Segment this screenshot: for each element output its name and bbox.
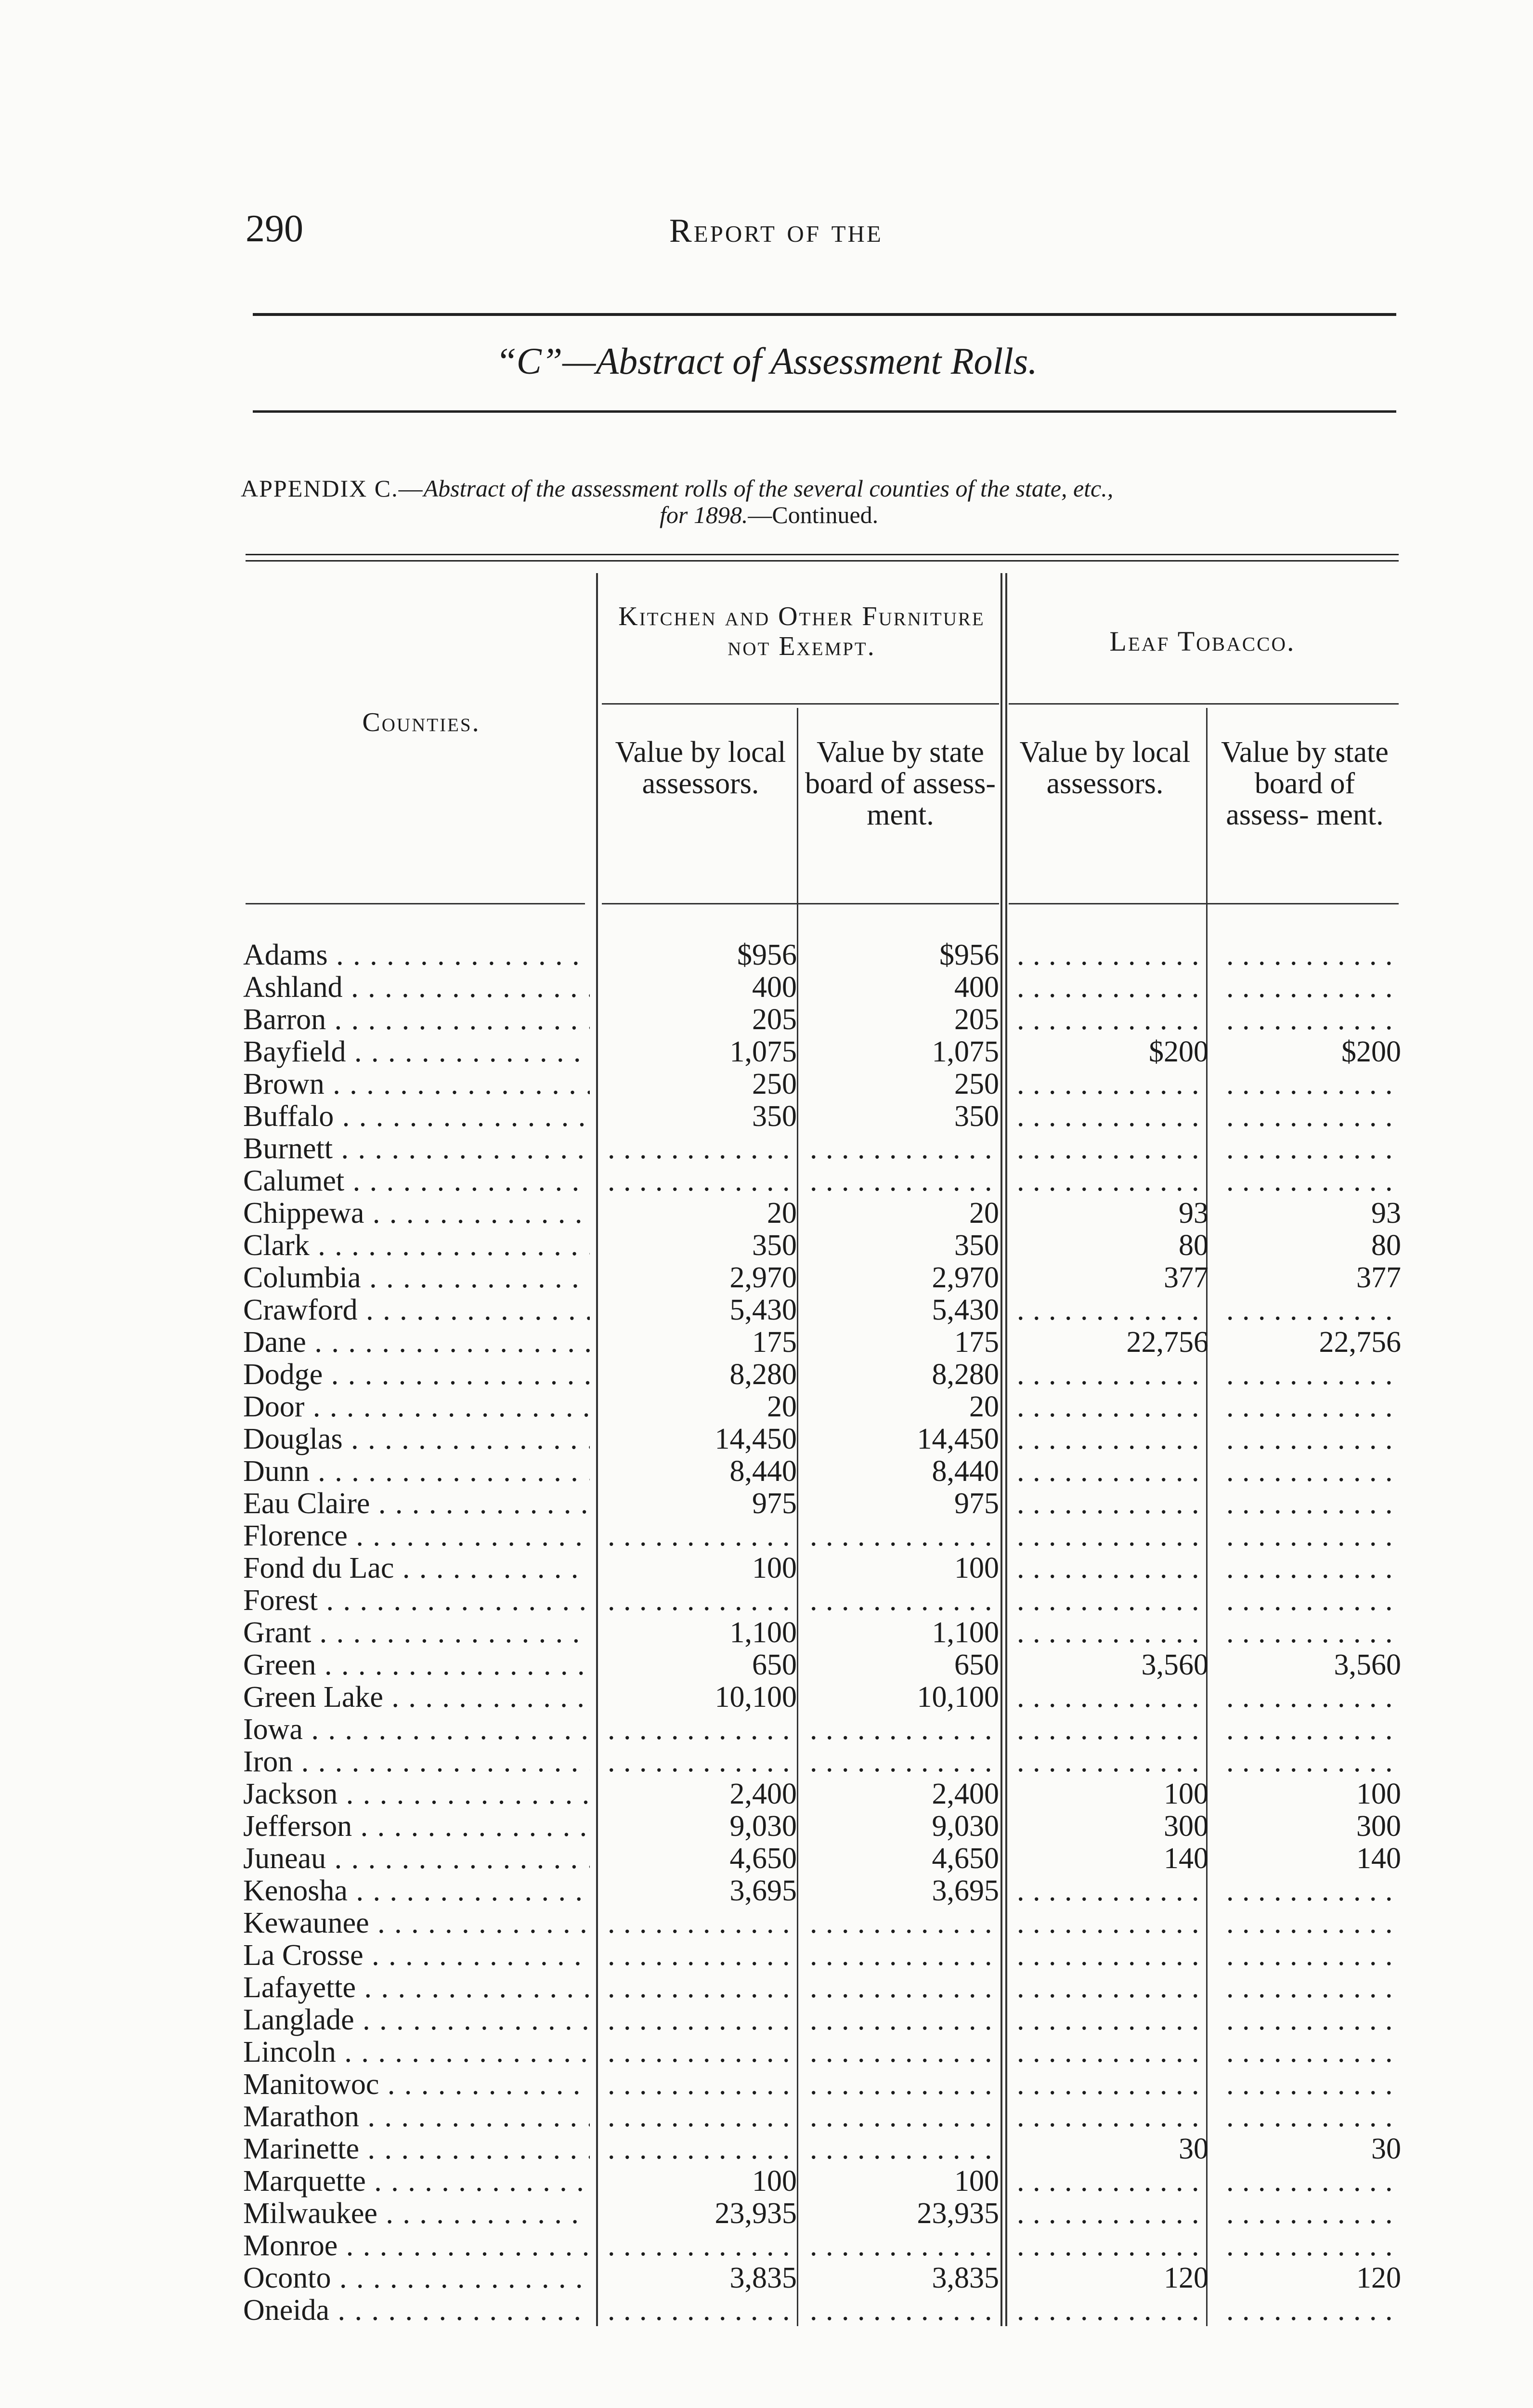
tobacco-group-rule: [1009, 703, 1399, 705]
county-name: Douglas . . .: [243, 1423, 590, 1455]
tobacco-state-cell: [1221, 1068, 1401, 1100]
table-row: [243, 1068, 1401, 1100]
kitchen-state-cell: 1,075: [932, 1035, 999, 1068]
tobacco-local-cell: [1011, 2230, 1208, 2262]
kitchen-local-cell: [602, 2230, 797, 2262]
kitchen-state-cell: 14,450: [917, 1423, 999, 1455]
appendix-caption: [241, 474, 1113, 502]
county-name: Kewaunee . . .: [243, 1907, 590, 1939]
assessment-table-body: [243, 939, 1401, 2327]
table-row: [243, 1972, 1401, 2004]
county-name: Calumet . . .: [243, 1165, 590, 1197]
kitchen-local-cell: [602, 1972, 797, 2004]
kitchen-local-cell: 350: [752, 1229, 797, 1262]
county-name: Dodge . . .: [243, 1359, 590, 1391]
kitchen-local-cell: [602, 1584, 797, 1617]
kitchen-state-cell: [804, 2230, 999, 2262]
table-row: [243, 1423, 1401, 1455]
tobacco-local-cell: [1011, 1004, 1208, 1036]
table-row: [243, 2294, 1401, 2327]
kitchen-state-cell: 8,280: [932, 1358, 999, 1391]
tobacco-state-cell: 300: [1356, 1810, 1401, 1843]
kitchen-local-cell: [602, 2004, 797, 2036]
county-name: Juneau . . .: [243, 1843, 590, 1875]
tobacco-local-cell: [1011, 1552, 1208, 1584]
kitchen-state-cell: 8,440: [932, 1455, 999, 1488]
table-row: [243, 2262, 1401, 2294]
tobacco-local-cell: [1011, 2036, 1208, 2068]
table-row: [243, 1100, 1401, 1133]
kitchen-local-cell: 2,970: [729, 1261, 797, 1294]
kitchen-local-cell: [602, 1714, 797, 1746]
tobacco-state-cell: [1221, 1488, 1401, 1520]
tobacco-local-cell: [1011, 1939, 1208, 1972]
kitchen-state-cell: 350: [954, 1229, 999, 1262]
kitchen-state-cell: [804, 2004, 999, 2036]
kitchen-local-cell: 2,400: [729, 1778, 797, 1810]
table-row: [243, 1294, 1401, 1326]
header-bottom-rule-counties: [246, 903, 585, 904]
table-row: [243, 1326, 1401, 1359]
table-row: [243, 939, 1401, 971]
county-name: Iowa . . .: [243, 1714, 590, 1746]
running-head: Report of the: [669, 212, 883, 249]
kitchen-local-cell: 5,430: [729, 1294, 797, 1326]
kitchen-state-cell: [804, 1939, 999, 1972]
kitchen-local-cell: 250: [752, 1068, 797, 1100]
tobacco-local-cell: [1011, 1875, 1208, 1907]
county-name: Burnett . . .: [243, 1133, 590, 1165]
kitchen-local-cell: 100: [752, 2165, 797, 2198]
tobacco-local-cell: [1011, 1165, 1208, 1197]
county-name: Buffalo . . .: [243, 1100, 590, 1133]
tobacco-local-cell: [1011, 1455, 1208, 1488]
county-name: Monroe . . .: [243, 2230, 590, 2262]
tobacco-state-cell: [1221, 1520, 1401, 1552]
tobacco-state-cell: [1221, 1391, 1401, 1423]
tobacco-local-cell: [1011, 2294, 1208, 2327]
kitchen-local-cell: 3,835: [729, 2262, 797, 2294]
table-row: [243, 971, 1401, 1004]
county-name: Milwaukee . . .: [243, 2198, 590, 2230]
kitchen-local-cell: [602, 1907, 797, 1939]
tobacco-state-cell: 22,756: [1319, 1326, 1401, 1359]
tobacco-state-cell: [1221, 1907, 1401, 1939]
table-row: [243, 1262, 1401, 1294]
kitchen-state-cell: 4,650: [932, 1842, 999, 1875]
kitchen-state-cell: 3,835: [932, 2262, 999, 2294]
tobacco-state-cell: [1221, 2198, 1401, 2230]
kitchen-local-cell: 400: [752, 971, 797, 1004]
county-name: Eau Claire . . .: [243, 1488, 590, 1520]
kitchen-state-cell: 1,100: [932, 1616, 999, 1649]
kitchen-local-subheader: Value by local assessors.: [615, 736, 786, 800]
tobacco-state-cell: 377: [1356, 1261, 1401, 1294]
kitchen-state-cell: [804, 1584, 999, 1617]
county-name: Dane . . .: [243, 1326, 590, 1359]
county-name: Crawford . . .: [243, 1294, 590, 1326]
county-name: Dunn . . .: [243, 1455, 590, 1488]
kitchen-state-subheader: Value by state board of assess- ment.: [805, 736, 996, 832]
county-name: Jefferson . . .: [243, 1810, 590, 1843]
table-top-rule: [246, 554, 1399, 555]
tobacco-state-cell: [1221, 1455, 1401, 1488]
county-name: Brown . . .: [243, 1068, 590, 1100]
appendix-description: Abstract of the assessment rolls of the several counties of the state, etc.,: [423, 475, 1114, 502]
tobacco-local-cell: 120: [1164, 2262, 1208, 2294]
tobacco-state-cell: [1221, 1552, 1401, 1584]
tobacco-local-cell: [1011, 1746, 1208, 1778]
tobacco-state-cell: [1221, 2230, 1401, 2262]
table-row: [243, 1907, 1401, 1939]
header-bottom-rule-kitchen: [602, 903, 999, 904]
tobacco-state-cell: [1221, 2036, 1401, 2068]
tobacco-local-cell: 22,756: [1126, 1326, 1208, 1359]
tobacco-state-cell: [1221, 1004, 1401, 1036]
table-row: [243, 1133, 1401, 1165]
table-row: [243, 1197, 1401, 1230]
leaf-tobacco-header: Leaf Tobacco.: [1109, 626, 1296, 657]
page-number: 290: [246, 208, 303, 250]
table-row: [243, 2101, 1401, 2133]
tobacco-state-cell: [1221, 1359, 1401, 1391]
kitchen-state-cell: 9,030: [932, 1810, 999, 1843]
tobacco-local-subheader: Value by local assessors.: [1019, 736, 1191, 800]
kitchen-state-cell: 100: [954, 1552, 999, 1584]
kitchen-local-cell: 350: [752, 1100, 797, 1133]
table-row: [243, 1810, 1401, 1843]
tobacco-local-cell: [1011, 1714, 1208, 1746]
county-name: Oneida . . .: [243, 2294, 590, 2327]
tobacco-local-cell: [1011, 2004, 1208, 2036]
tobacco-state-cell: [1221, 1423, 1401, 1455]
tobacco-local-cell: [1011, 2101, 1208, 2133]
county-name: Kenosha . . .: [243, 1875, 590, 1907]
kitchen-state-cell: 23,935: [917, 2197, 999, 2230]
kitchen-state-cell: 400: [954, 971, 999, 1004]
kitchen-local-cell: [602, 2036, 797, 2068]
kitchen-state-cell: [804, 1714, 999, 1746]
tobacco-state-subheader: Value by state board of assess- ment.: [1221, 736, 1389, 832]
county-name: Green Lake . . .: [243, 1681, 590, 1714]
tobacco-local-cell: 140: [1164, 1842, 1208, 1875]
kitchen-state-cell: 100: [954, 2165, 999, 2198]
county-name: Fond du Lac . . .: [243, 1552, 590, 1584]
kitchen-local-cell: 8,280: [729, 1358, 797, 1391]
county-name: Lafayette . . .: [243, 1972, 590, 2004]
tobacco-state-cell: [1221, 1972, 1401, 2004]
kitchen-state-cell: [804, 1133, 999, 1165]
tobacco-state-cell: 140: [1356, 1842, 1401, 1875]
kitchen-local-cell: [602, 1133, 797, 1165]
table-row: [243, 1714, 1401, 1746]
tobacco-local-cell: [1011, 1907, 1208, 1939]
tobacco-state-cell: [1221, 1939, 1401, 1972]
tobacco-local-cell: [1011, 1294, 1208, 1326]
tobacco-local-cell: [1011, 1488, 1208, 1520]
kitchen-state-cell: [804, 2133, 999, 2165]
kitchen-state-cell: 350: [954, 1100, 999, 1133]
kitchen-local-cell: [602, 1165, 797, 1197]
county-name: La Crosse . . .: [243, 1939, 590, 1972]
tobacco-state-cell: [1221, 2101, 1401, 2133]
tobacco-state-cell: 30: [1371, 2133, 1401, 2165]
table-row: [243, 1617, 1401, 1649]
kitchen-local-cell: 100: [752, 1552, 797, 1584]
kitchen-state-cell: 3,695: [932, 1874, 999, 1907]
counties-header: Counties.: [362, 707, 481, 737]
kitchen-state-cell: 250: [954, 1068, 999, 1100]
tobacco-local-cell: [1011, 1617, 1208, 1649]
tobacco-local-cell: [1011, 1423, 1208, 1455]
county-name: Chippewa . . .: [243, 1197, 590, 1230]
table-row: [243, 1165, 1401, 1197]
table-top-rule-2: [246, 560, 1399, 562]
kitchen-state-cell: [804, 2036, 999, 2068]
tobacco-state-cell: 93: [1371, 1197, 1401, 1230]
table-row: [243, 2133, 1401, 2165]
header-bottom-rule-tobacco: [1009, 903, 1399, 904]
kitchen-local-cell: [602, 2294, 797, 2327]
table-row: [243, 1843, 1401, 1875]
kitchen-local-cell: 175: [752, 1326, 797, 1359]
kitchen-furniture-header: Kitchen and Other Furniture not Exempt.: [618, 602, 985, 661]
table-row: [243, 1649, 1401, 1681]
tobacco-local-cell: [1011, 939, 1208, 971]
tobacco-state-cell: [1221, 1681, 1401, 1714]
tobacco-state-cell: [1221, 971, 1401, 1004]
tobacco-local-cell: [1011, 971, 1208, 1004]
kitchen-state-cell: [804, 2101, 999, 2133]
appendix-year: for 1898.: [660, 501, 748, 528]
table-row: [243, 2036, 1401, 2068]
kitchen-local-cell: 975: [752, 1487, 797, 1520]
tobacco-local-cell: [1011, 2068, 1208, 2101]
county-name: Door . . .: [243, 1391, 590, 1423]
kitchen-state-cell: [804, 1907, 999, 1939]
kitchen-local-cell: [602, 1939, 797, 1972]
kitchen-local-cell: 14,450: [715, 1423, 797, 1455]
appendix-label: APPENDIX C.—: [241, 475, 424, 502]
county-name: Adams . . .: [243, 939, 590, 971]
county-name: Marinette . . .: [243, 2133, 590, 2165]
tobacco-local-cell: [1011, 1584, 1208, 1617]
county-name: Barron . . .: [243, 1004, 590, 1036]
table-row: [243, 1584, 1401, 1617]
tobacco-local-cell: [1011, 1972, 1208, 2004]
table-row: [243, 2068, 1401, 2101]
kitchen-local-cell: 10,100: [715, 1681, 797, 1714]
kitchen-local-cell: 1,100: [729, 1616, 797, 1649]
county-name: Marquette . . .: [243, 2165, 590, 2198]
kitchen-state-cell: [804, 1972, 999, 2004]
kitchen-local-cell: 8,440: [729, 1455, 797, 1488]
tobacco-state-cell: [1221, 1294, 1401, 1326]
table-row: [243, 1488, 1401, 1520]
county-name: Forest . . .: [243, 1584, 590, 1617]
tobacco-state-cell: [1221, 1714, 1401, 1746]
kitchen-local-cell: [602, 1520, 797, 1552]
tobacco-local-cell: $200: [1149, 1035, 1208, 1068]
kitchen-local-cell: [602, 2068, 797, 2101]
tobacco-local-cell: 300: [1164, 1810, 1208, 1843]
county-name: Jackson . . .: [243, 1778, 590, 1810]
tobacco-local-cell: [1011, 1520, 1208, 1552]
county-name: Clark . . .: [243, 1230, 590, 1262]
county-name: Grant . . .: [243, 1617, 590, 1649]
tobacco-state-cell: 80: [1371, 1229, 1401, 1262]
tobacco-state-cell: [1221, 1875, 1401, 1907]
tobacco-state-cell: [1221, 2165, 1401, 2198]
kitchen-state-cell: 175: [954, 1326, 999, 1359]
kitchen-local-cell: 23,935: [715, 2197, 797, 2230]
table-row: [243, 1004, 1401, 1036]
table-row: [243, 1391, 1401, 1423]
tobacco-local-cell: [1011, 1391, 1208, 1423]
kitchen-state-cell: [804, 1746, 999, 1778]
kitchen-local-cell: 20: [767, 1197, 797, 1230]
kitchen-state-cell: 2,400: [932, 1778, 999, 1810]
tobacco-local-cell: 80: [1179, 1229, 1208, 1262]
kitchen-local-cell: 1,075: [729, 1035, 797, 1068]
tobacco-local-cell: [1011, 2165, 1208, 2198]
county-name: Green . . .: [243, 1649, 590, 1681]
table-row: [243, 1036, 1401, 1068]
kitchen-state-cell: 20: [969, 1390, 999, 1423]
table-row: [243, 1552, 1401, 1584]
kitchen-local-cell: 650: [752, 1649, 797, 1681]
table-row: [243, 1520, 1401, 1552]
tobacco-state-cell: [1221, 1100, 1401, 1133]
table-row: [243, 2198, 1401, 2230]
table-row: [243, 1778, 1401, 1810]
tobacco-state-cell: [1221, 1165, 1401, 1197]
kitchen-local-cell: 20: [767, 1390, 797, 1423]
kitchen-local-cell: 4,650: [729, 1842, 797, 1875]
tobacco-local-cell: 93: [1179, 1197, 1208, 1230]
table-row: [243, 1681, 1401, 1714]
kitchen-state-cell: 650: [954, 1649, 999, 1681]
tobacco-state-cell: $200: [1341, 1035, 1401, 1068]
county-name: Langlade . . .: [243, 2004, 590, 2036]
table-row: [243, 1875, 1401, 1907]
kitchen-local-cell: 205: [752, 1003, 797, 1036]
tobacco-local-cell: 3,560: [1141, 1649, 1208, 1681]
kitchen-local-cell: [602, 2101, 797, 2133]
tobacco-local-cell: [1011, 1359, 1208, 1391]
kitchen-state-cell: [804, 2294, 999, 2327]
kitchen-state-cell: 10,100: [917, 1681, 999, 1714]
county-name: Florence . . .: [243, 1520, 590, 1552]
county-name: Oconto . . .: [243, 2262, 590, 2294]
table-row: [243, 1455, 1401, 1488]
tobacco-state-cell: 100: [1356, 1778, 1401, 1810]
tobacco-state-cell: 120: [1356, 2262, 1401, 2294]
table-row: [243, 1746, 1401, 1778]
kitchen-state-cell: 205: [954, 1003, 999, 1036]
county-name: Lincoln . . .: [243, 2036, 590, 2068]
table-row: [243, 2165, 1401, 2198]
table-row: [243, 1230, 1401, 1262]
kitchen-group-rule: [602, 703, 999, 705]
tobacco-state-cell: [1221, 939, 1401, 971]
tobacco-local-cell: 100: [1164, 1778, 1208, 1810]
county-name: Columbia . . .: [243, 1262, 590, 1294]
tobacco-local-cell: [1011, 2198, 1208, 2230]
tobacco-local-cell: 30: [1179, 2133, 1208, 2165]
kitchen-state-cell: [804, 2068, 999, 2101]
tobacco-state-cell: [1221, 1746, 1401, 1778]
tobacco-state-cell: [1221, 2004, 1401, 2036]
tobacco-local-cell: [1011, 1100, 1208, 1133]
county-name: Iron . . .: [243, 1746, 590, 1778]
tobacco-local-cell: 377: [1164, 1261, 1208, 1294]
county-name: Marathon . . .: [243, 2101, 590, 2133]
tobacco-state-cell: [1221, 1617, 1401, 1649]
county-name: Bayfield . . .: [243, 1036, 590, 1068]
kitchen-state-cell: 975: [954, 1487, 999, 1520]
kitchen-state-cell: 2,970: [932, 1261, 999, 1294]
kitchen-state-cell: $956: [939, 939, 999, 971]
table-row: [243, 1359, 1401, 1391]
appendix-caption-cont: [660, 501, 878, 529]
tobacco-local-cell: [1011, 1681, 1208, 1714]
county-name: Ashland . . .: [243, 971, 590, 1004]
kitchen-local-cell: [602, 2133, 797, 2165]
kitchen-local-cell: 3,695: [729, 1874, 797, 1907]
county-name: Manitowoc . . .: [243, 2068, 590, 2101]
tobacco-state-cell: 3,560: [1334, 1649, 1401, 1681]
kitchen-state-cell: [804, 1165, 999, 1197]
kitchen-local-cell: $956: [737, 939, 797, 971]
table-row: [243, 1939, 1401, 1972]
tobacco-state-cell: [1221, 2294, 1401, 2327]
section-title: “C”—Abstract of Assessment Rolls.: [495, 340, 1038, 382]
kitchen-local-cell: [602, 1746, 797, 1778]
kitchen-state-cell: 20: [969, 1197, 999, 1230]
tobacco-state-cell: [1221, 1584, 1401, 1617]
kitchen-local-cell: 9,030: [729, 1810, 797, 1843]
tobacco-state-cell: [1221, 2068, 1401, 2101]
table-row: [243, 2230, 1401, 2262]
tobacco-local-cell: [1011, 1133, 1208, 1165]
title-rule: [253, 410, 1396, 413]
table-row: [243, 2004, 1401, 2036]
appendix-continued: —Continued.: [748, 501, 879, 528]
tobacco-local-cell: [1011, 1068, 1208, 1100]
kitchen-state-cell: [804, 1520, 999, 1552]
tobacco-state-cell: [1221, 1133, 1401, 1165]
top-rule: [253, 313, 1396, 316]
kitchen-state-cell: 5,430: [932, 1294, 999, 1326]
